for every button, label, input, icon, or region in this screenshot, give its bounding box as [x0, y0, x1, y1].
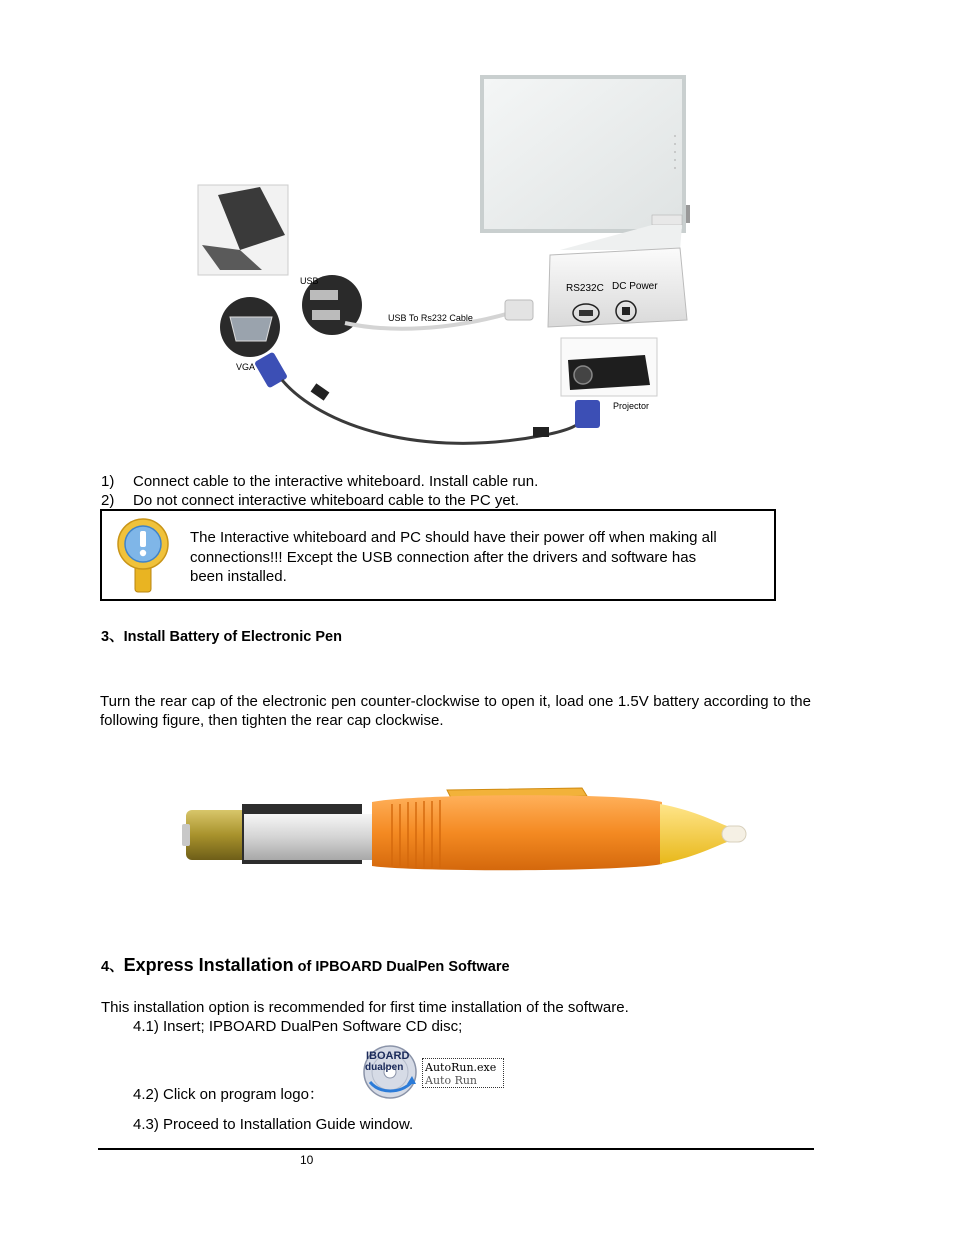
step-1: [101, 472, 539, 491]
autorun-filename: AutoRun.exe: [425, 1061, 497, 1074]
step-2-number: 2): [101, 492, 115, 509]
notice-text: [190, 528, 770, 587]
section-4-step-3: 4.3) Proceed to Installation Guide window.: [133, 1116, 414, 1133]
program-logo[interactable]: [360, 1044, 420, 1100]
rs232-label: RS232C: [566, 283, 604, 294]
section-4-step-2: 4.2) Click on program logo：: [133, 1086, 324, 1103]
section-4-heading-rest: of IPBOARD DualPen Software: [293, 959, 510, 975]
section-3-paragraph: Turn the rear cap of the electronic pen counter-clockwise to open it, load one 1.5V battery according to the following figure, then tighten the rear cap clockwise.: [100, 693, 811, 729]
exclamation-icon: [114, 517, 172, 597]
logo-text-top: IBOARD: [366, 1050, 410, 1062]
logo-text-bottom: dualpen: [365, 1062, 404, 1073]
step-2-text: Do not connect interactive whiteboard cable to the PC yet.: [133, 492, 520, 509]
footer-divider: [98, 1148, 814, 1150]
projector-image: [561, 338, 657, 396]
step-1-number: 1): [101, 473, 115, 490]
section-4-intro: This installation option is recommended for first time installation of the software.: [101, 999, 629, 1016]
section-4-heading: [101, 955, 510, 976]
section-4-step-1: 4.1) Insert; IPBOARD DualPen Software CD disc;: [133, 1018, 463, 1035]
autorun-file[interactable]: [422, 1058, 504, 1088]
page-number: 10: [300, 1153, 314, 1167]
section-3-heading: 3、Install Battery of Electronic Pen: [101, 629, 342, 645]
notice-line-2: connections!!! Except the USB connection after the drivers and software has: [190, 548, 697, 566]
dc-power-label: DC Power: [612, 281, 658, 292]
step-2: [101, 491, 520, 510]
step-1-text: Connect cable to the interactive whiteboard. Install cable run.: [133, 473, 539, 490]
vga-label: VGA: [236, 362, 256, 372]
usb-label: USB: [300, 276, 319, 286]
notice-line-1: The Interactive whiteboard and PC should have their power off when making all: [190, 529, 717, 546]
vga-cable-image: [254, 352, 600, 444]
section-4-heading-big: Express Installation: [123, 955, 294, 975]
vga-port-image: [220, 297, 280, 357]
notice-box: [100, 509, 776, 601]
pen-battery-svg: [182, 780, 752, 880]
connection-diagram: [190, 65, 700, 460]
notice-line-3: been installed.: [190, 568, 287, 585]
cable-label: USB To Rs232 Cable: [388, 313, 473, 323]
section-4-heading-number: 4、: [101, 959, 124, 975]
laptop-image: [198, 185, 288, 275]
autorun-caption: Auto Run: [425, 1074, 478, 1087]
pen-battery-image: [182, 780, 752, 880]
projector-label: Projector: [613, 401, 650, 411]
whiteboard-image: [480, 75, 690, 233]
